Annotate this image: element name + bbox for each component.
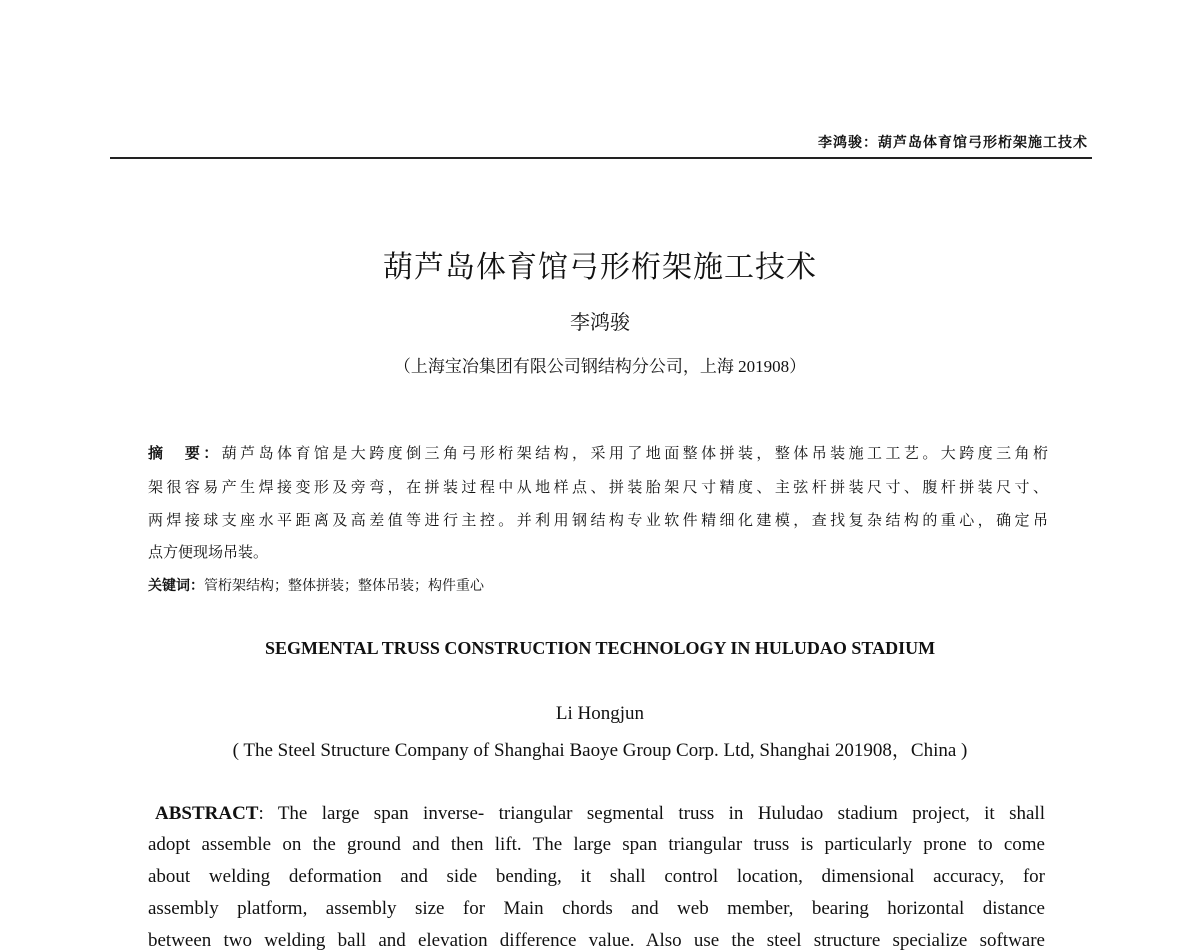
english-abstract-label: ABSTRACT (155, 803, 259, 824)
english-abstract-line: about welding deformation and side bending, it shall control location, dimensional accuracy, for (148, 866, 1045, 887)
chinese-abstract-line: 两焊接球支座水平距离及高差值等进行主控。并利用钢结构专业软件精细化建模，查找复杂结构的重心，确定吊 (148, 511, 1048, 529)
abstract-text: 葫芦岛体育馆是大跨度倒三角弓形桁架结构，采用了地面整体拼装，整体吊装施工工艺。大跨度三角桁 (221, 444, 1048, 462)
keywords-text: 管桁架结构；整体拼装；整体吊装；构件重心 (204, 578, 484, 594)
abstract-text: : The large span inverse- triangular segmental truss in Huludao stadium project, it shall (258, 803, 1045, 824)
english-author: Li Hongjun (555, 703, 645, 724)
english-abstract-line: between two welding ball and elevation difference value. Also use the steel structure specialize software (148, 930, 1045, 951)
chinese-keywords (148, 575, 1048, 595)
chinese-abstract-line: 架很容易产生焊接变形及旁弯，在拼装过程中从地样点、拼装胎架尺寸精度、主弦杆拼装尺寸、腹杆拼装尺寸、 (148, 478, 1048, 496)
english-affiliation: ( The Steel Structure Company of Shanghai Baoye Group Corp. Ltd, Shanghai 201908，China ) (232, 740, 968, 761)
header-rule (110, 157, 1092, 159)
chinese-abstract-line: 点方便现场吊装。 (148, 543, 269, 561)
english-abstract-line (155, 803, 1045, 825)
chinese-author: 李鸿骏 (570, 310, 630, 334)
chinese-abstract-line (148, 442, 1048, 463)
running-head: 李鸿骏：葫芦岛体育馆弓形桁架施工技术 (818, 135, 1088, 151)
keywords-label: 关键词： (148, 578, 204, 594)
chinese-title: 葫芦岛体育馆弓形桁架施工技术 (383, 250, 817, 285)
english-title: SEGMENTAL TRUSS CONSTRUCTION TECHNOLOGY IN HULUDAO STADIUM (264, 638, 936, 658)
chinese-affiliation: （上海宝冶集团有限公司钢结构分公司，上海 201908） (393, 357, 807, 376)
english-abstract-line: assembly platform, assembly size for Main chords and web member, bearing horizontal distance (148, 898, 1045, 919)
english-abstract-line: adopt assemble on the ground and then lift. The large span triangular truss is particularly prone to come (148, 834, 1045, 855)
chinese-abstract-label: 摘 要： (148, 444, 222, 462)
